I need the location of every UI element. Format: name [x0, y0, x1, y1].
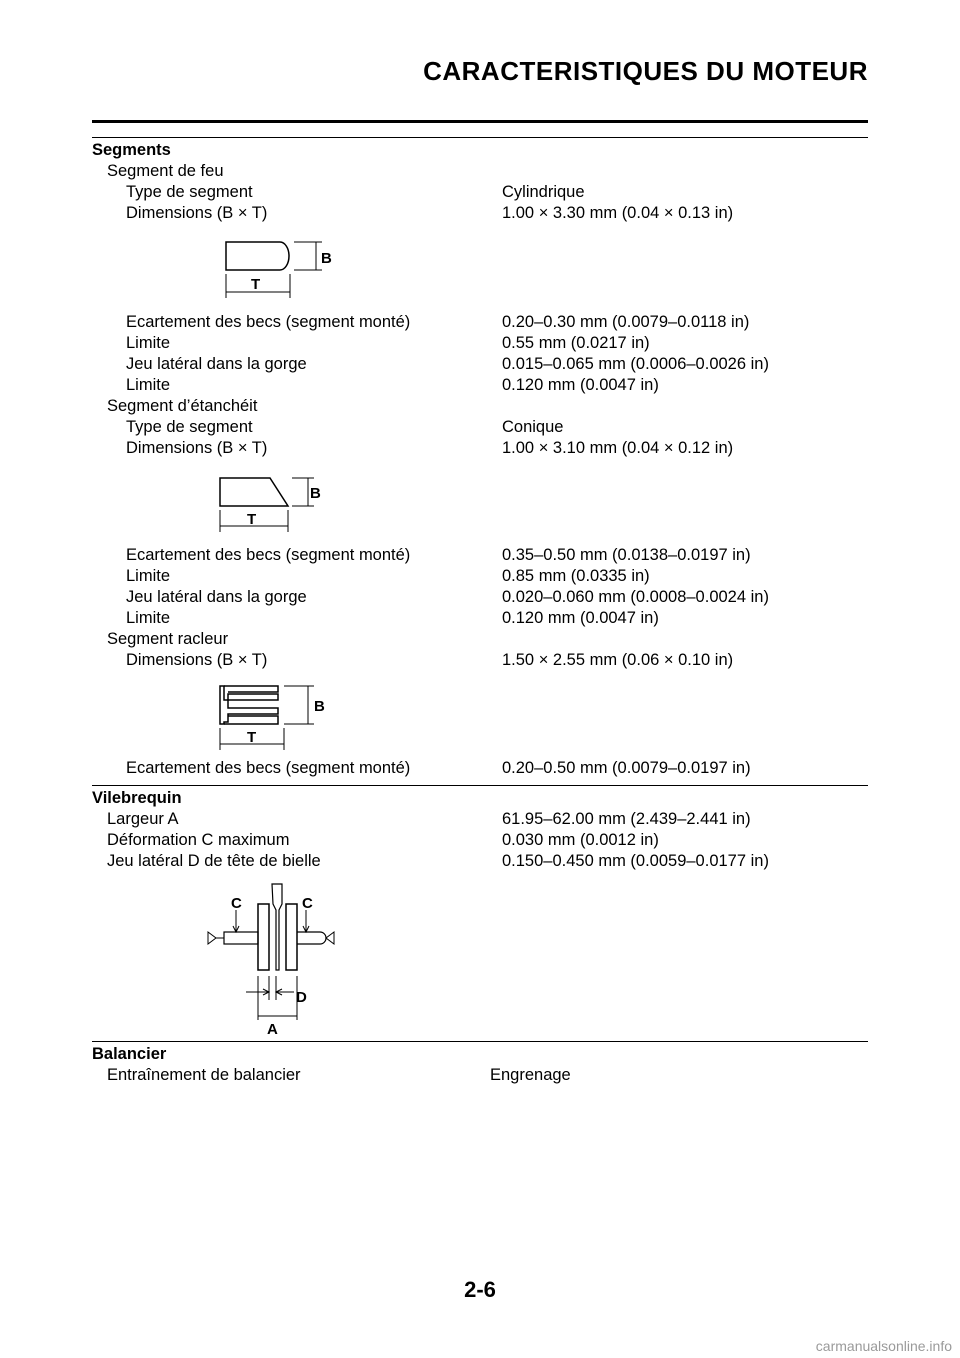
spec-value: 0.015–0.065 mm (0.0006–0.0026 in) [502, 355, 769, 373]
spec-value: 0.20–0.30 mm (0.0079–0.0118 in) [502, 313, 750, 331]
spec-row [0, 333, 960, 354]
ring-oil-scraper-diagram [206, 680, 336, 752]
subheading-segment-feu: Segment de feu [107, 162, 224, 180]
spec-label: Type de segment [126, 418, 253, 436]
spec-label: Entraînement de balancier [107, 1066, 301, 1084]
spec-label: Ecartement des becs (segment monté) [126, 546, 411, 564]
spec-subheading-row [0, 396, 960, 417]
spec-value: 0.20–0.50 mm (0.0079–0.0197 in) [502, 759, 751, 777]
spec-row [0, 809, 960, 830]
spec-value: 1.00 × 3.10 mm (0.04 × 0.12 in) [502, 439, 734, 457]
spec-label: Dimensions (B × T) [126, 204, 268, 222]
spec-row [0, 438, 960, 459]
label-t: T [247, 511, 257, 528]
spec-label: Dimensions (B × T) [126, 439, 268, 457]
label-b: B [321, 250, 332, 267]
spec-label: Jeu latéral dans la gorge [126, 355, 307, 373]
spec-label: Limite [126, 609, 171, 627]
spec-label: Déformation C maximum [107, 831, 290, 849]
spec-value: 0.030 mm (0.0012 in) [502, 831, 659, 849]
spec-row [0, 830, 960, 851]
spec-value: Cylindrique [502, 183, 585, 201]
spec-label: Largeur A [107, 810, 179, 828]
spec-row [0, 1065, 960, 1086]
spec-row [0, 182, 960, 203]
spec-subheading-row [0, 629, 960, 650]
spec-row [0, 417, 960, 438]
section-heading-balancier: Balancier [92, 1045, 167, 1063]
section-divider [92, 137, 868, 138]
spec-label: Ecartement des becs (segment monté) [126, 759, 411, 777]
spec-heading-row [0, 140, 960, 161]
section-divider [92, 1041, 868, 1042]
spec-value: Conique [502, 418, 564, 436]
spec-label: Ecartement des becs (segment monté) [126, 313, 411, 331]
spec-label: Limite [126, 567, 171, 585]
page-title: CARACTERISTIQUES DU MOTEUR [423, 56, 868, 86]
spec-value: 61.95–62.00 mm (2.439–2.441 in) [502, 810, 751, 828]
spec-value: 0.020–0.060 mm (0.0008–0.0024 in) [502, 588, 769, 606]
spec-value: 0.35–0.50 mm (0.0138–0.0197 in) [502, 546, 751, 564]
spec-row [0, 608, 960, 629]
spec-label: Limite [126, 376, 171, 394]
spec-value: 0.120 mm (0.0047 in) [502, 609, 659, 627]
label-c-right: C [302, 895, 313, 912]
spec-row [0, 587, 960, 608]
header-rule [92, 120, 868, 123]
spec-row [0, 566, 960, 587]
spec-value: 0.85 mm (0.0335 in) [502, 567, 650, 585]
spec-value: 0.120 mm (0.0047 in) [502, 376, 659, 394]
subheading-segment-racleur: Segment racleur [107, 630, 229, 648]
spec-row [0, 354, 960, 375]
spec-heading-row [0, 1044, 960, 1065]
section-divider [92, 785, 868, 786]
spec-row [0, 851, 960, 872]
label-t: T [247, 729, 257, 746]
label-t: T [251, 276, 261, 293]
ring-tapered-diagram [206, 470, 336, 534]
spec-label: Jeu latéral dans la gorge [126, 588, 307, 606]
page-number: 2-6 [464, 1277, 496, 1302]
spec-row [0, 375, 960, 396]
label-c-left: C [231, 895, 242, 912]
spec-value: 1.50 × 2.55 mm (0.06 × 0.10 in) [502, 651, 734, 669]
spec-value: Engrenage [490, 1066, 571, 1084]
ring-cylindrical-diagram [212, 234, 342, 302]
spec-value: 0.150–0.450 mm (0.0059–0.0177 in) [502, 852, 769, 870]
spec-heading-row [0, 788, 960, 809]
section-heading-segments: Segments [92, 141, 171, 159]
spec-subheading-row [0, 161, 960, 182]
spec-label: Type de segment [126, 183, 253, 201]
spec-row [0, 758, 960, 779]
label-d: D [296, 989, 307, 1006]
label-b: B [314, 698, 325, 715]
spec-row [0, 203, 960, 224]
spec-value: 0.55 mm (0.0217 in) [502, 334, 650, 352]
spec-row [0, 312, 960, 333]
spec-label: Limite [126, 334, 171, 352]
spec-label: Dimensions (B × T) [126, 651, 268, 669]
label-b: B [310, 485, 321, 502]
section-heading-vilebrequin: Vilebrequin [92, 789, 182, 807]
crankshaft-diagram [206, 880, 336, 1038]
spec-value: 1.00 × 3.30 mm (0.04 × 0.13 in) [502, 204, 734, 222]
spec-label: Jeu latéral D de tête de bielle [107, 852, 321, 870]
subheading-segment-etancheite: Segment d’étanchéit [107, 397, 258, 415]
watermark: carmanualsonline.info [815, 1338, 952, 1354]
label-a: A [267, 1021, 278, 1038]
spec-row [0, 650, 960, 671]
spec-row [0, 545, 960, 566]
